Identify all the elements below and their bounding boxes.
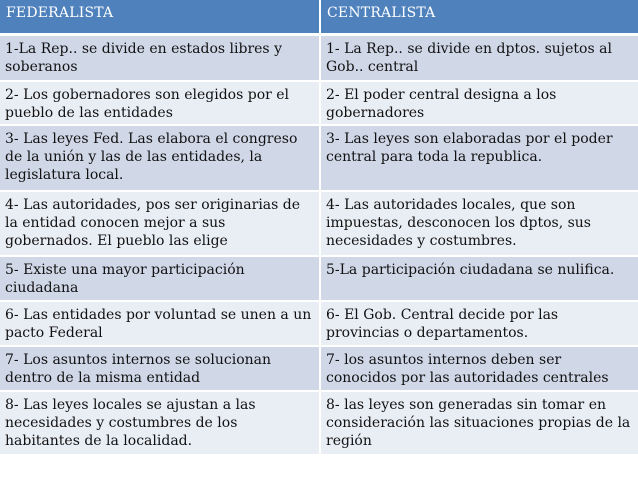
centralista-cell: 6- El Gob. Central decide por las provincias o departamentos. — [320, 301, 638, 346]
table-row — [0, 301, 638, 346]
table-header-row — [0, 0, 638, 34]
table-row — [0, 81, 638, 125]
table-row — [0, 346, 638, 391]
centralista-cell: 5-La participación ciudadana se nulifica. — [320, 256, 638, 301]
table-row — [0, 391, 638, 455]
table-row — [0, 191, 638, 256]
header-centralista: CENTRALISTA — [320, 0, 638, 34]
table-row — [0, 34, 638, 81]
centralista-cell: 7- los asuntos internos deben ser conocidos por las autoridades centrales — [320, 346, 638, 391]
centralista-cell: 4- Las autoridades locales, que son impuestas, desconocen los dptos, sus necesidades y costumbres. — [320, 191, 638, 256]
table-row — [0, 125, 638, 191]
header-federalista: FEDERALISTA — [0, 0, 320, 34]
federalista-cell: 3- Las leyes Fed. Las elabora el congreso de la unión y las de las entidades, la legislatura local. — [0, 125, 320, 191]
federalista-cell: 5- Existe una mayor participación ciudadana — [0, 256, 320, 301]
centralista-cell: 3- Las leyes son elaboradas por el poder central para toda la republica. — [320, 125, 638, 191]
table-row — [0, 256, 638, 301]
centralista-cell: 2- El poder central designa a los gobernadores — [320, 81, 638, 125]
federalista-cell: 7- Los asuntos internos se solucionan dentro de la misma entidad — [0, 346, 320, 391]
federalista-cell: 1-La Rep.. se divide en estados libres y soberanos — [0, 34, 320, 81]
centralista-cell: 1- La Rep.. se divide en dptos. sujetos al Gob.. central — [320, 34, 638, 81]
centralista-cell: 8- las leyes son generadas sin tomar en consideración las situaciones propias de la región — [320, 391, 638, 455]
federalista-cell: 6- Las entidades por voluntad se unen a un pacto Federal — [0, 301, 320, 346]
federalista-cell: 8- Las leyes locales se ajustan a las necesidades y costumbres de los habitantes de la localidad. — [0, 391, 320, 455]
federalista-cell: 2- Los gobernadores son elegidos por el pueblo de las entidades — [0, 81, 320, 125]
federalista-cell: 4- Las autoridades, pos ser originarias de la entidad conocen mejor a sus gobernados. El pueblo las elige — [0, 191, 320, 256]
